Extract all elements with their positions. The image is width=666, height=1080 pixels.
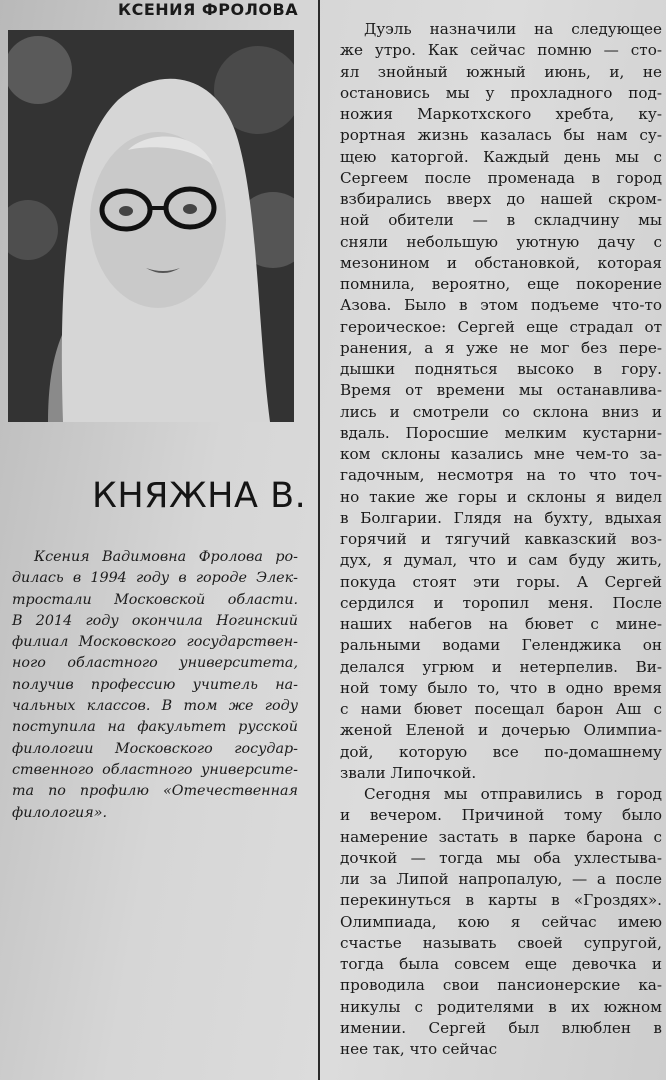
bio-line: чальных классов. В том же году [12,698,298,715]
story-line: ранения, а я уже не мог без пере- [340,338,662,357]
bio-line: поступила на факультет русской [12,719,298,736]
story-line: героическое: Сергей еще страдал от [340,317,662,336]
author-column [0,0,312,1080]
story-line: же утро. Как сейчас помню — сто- [340,41,662,60]
bio-line: тростали Московской области. [12,591,298,608]
story-line: остановись мы у прохладного под- [340,83,662,102]
story-line: наших набегов на бювет с мине- [340,615,662,633]
story-line: никулы с родителями в их южном [340,997,662,1016]
story-line: дух, я думал, что и сам буду жить, [340,551,662,570]
story-line: ли за Липой напропалую, — а после [340,870,662,888]
story-line: гадочным, несмотря на то что точ- [340,466,662,485]
story-line: помнила, вероятно, еще покорение [340,275,662,293]
story-paragraph-2 [340,784,662,1060]
story-line: сердился и торопил меня. После [340,593,662,612]
story-line: и вечером. Причиной тому было [340,806,662,825]
story-line: мезонином и обстановкой, которая [340,253,662,272]
story-text [340,19,662,1060]
bio-line: ного областного университета, [12,655,298,672]
story-line: намерение застать в парке барона с [340,827,662,846]
story-line: имении. Сергей был влюблен в [340,1018,662,1037]
story-line: ком склоны казались мне чем-то за- [340,445,662,463]
story-line: Время от времени мы останавлива- [340,381,662,400]
story-line: рортная жизнь казалась бы нам су- [340,126,662,145]
story-title: КНЯЖНА В. [92,476,307,516]
author-name: КСЕНИЯ ФРОЛОВА [118,0,299,19]
bio-line: В 2014 году окончила Ногинский [12,612,298,629]
story-line: но такие же горы и склоны я видел [340,487,662,506]
column-divider [318,0,320,1080]
story-line: вдаль. Поросшие мелким кустарни- [340,423,662,442]
bio-line: та по профилю «Отечественная [12,783,298,800]
story-line: ральными водами Геленджика он [340,636,662,655]
bio-line: получив профессию учитель на- [12,676,298,693]
story-line: Азова. Было в этом подъеме что-то [340,296,662,315]
bio-line: Ксения Вадимовна Фролова ро- [34,549,298,565]
story-line: горячий и тягучий кавказский воз- [340,530,662,548]
story-line: делался угрюм и нетерпелив. Ви- [340,657,662,676]
story-paragraph-1 [340,19,662,784]
story-line: дышки подняться высоко в гору. [340,360,662,378]
story-line: в Болгарии. Глядя на бухту, вдыхая [340,508,662,527]
story-line: ной обители — в складчину мы [340,211,662,230]
story-line: Сегодня мы отправились в город [364,785,662,803]
story-line: Олимпиада, кою я сейчас имею [340,912,662,931]
author-bio [12,547,298,824]
story-line: ял знойный южный июнь, и, не [340,62,662,81]
story-line: проводила свои пансионерские ка- [340,976,662,995]
bio-line: ственного областного университе- [12,761,298,778]
bio-line: филологии Московского государ- [12,740,298,757]
story-line: сняли небольшую уютную дачу с [340,232,662,251]
story-line: лись и смотрели со склона вниз и [340,402,662,421]
bio-line: филология». [12,804,108,821]
bio-line: филиал Московского государствен- [12,634,298,651]
story-line: дочкой — тогда мы оба ухлестыва- [340,848,662,867]
story-line: взбирались вверх до нашей скром- [340,190,662,208]
story-line: тогда была совсем еще девочка и [340,955,662,973]
story-line: Дуэль назначили на следующее [364,20,662,38]
story-line: нее так, что сейчас [340,1040,498,1058]
story-line: перекинуться в карты в «Гроздях». [340,891,662,910]
story-line: покуда стоят эти горы. А Сергей [340,572,662,591]
story-line: женой Еленой и дочерью Олимпиа- [340,721,662,740]
story-line: ной тому было то, что в одно время [340,678,662,697]
story-line: ножия Маркотхского хребта, ку- [340,105,662,123]
story-line: дой, которую все по-домашнему [340,742,662,761]
story-line: звали Липочкой. [340,763,477,782]
bio-line: дилась в 1994 году в городе Элек- [12,570,298,587]
story-line: счастье называть своей супругой, [340,933,662,952]
story-line: с нами бювет посещал барон Аш с [340,700,662,718]
story-line: щею каторгой. Каждый день мы с [340,147,662,166]
author-photo [8,30,294,422]
story-line: Сергеем после променада в город [340,168,662,187]
